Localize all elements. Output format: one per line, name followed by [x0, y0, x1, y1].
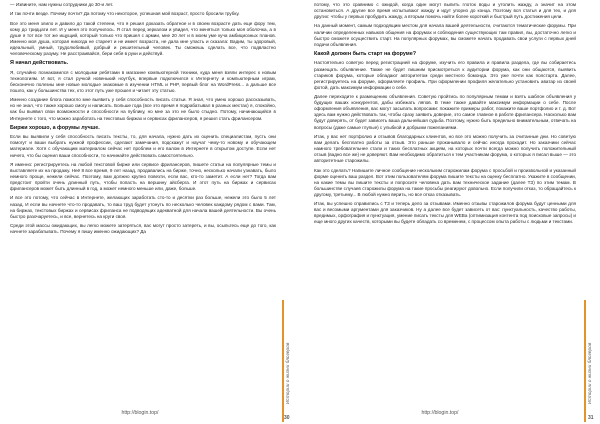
left-sidebar [282, 300, 296, 422]
paragraph: потому, что это сравнимо с ожидой, когда один могут выпить глоток воды и утолить жажду, а значит на этом остановиться. А другие все время испытывают жажду и идут упорно до конца. Поэтому вся статья и для тех, и для других: чтобы у первых пробудить жажду, а вторым помочь найти более короткий и быстрый путь достижения цели. [314, 2, 576, 20]
right-sidebar-title: Истории о жизни блогеров [588, 342, 593, 404]
paragraph: И так почти везде. Почему почти? Да потому что некоторое, успешная мой возраст, просто бросили трубку. [10, 11, 240, 17]
right-sidebar [584, 300, 598, 422]
paragraph: Я именно: регистрируетесь на любой текстовой бирже или сервисе фрилансеров, пишете статьи на популярные темы и выставляете их на продажу. Неё 8 все время, 9 лет назад, продавались на бирже, точно, несколько начали узнавать, было немного проще, нежели сейчас. Поэтому, вам должно крупно повезти, если вас, кто-то заметит. А если нет? Тогда вам предстоит пройти очень длинный путь, чтобы попасть на вершину айсберга. И этот путь на биржах и сервисах фрилансеров может быть длинный в год, а может немного меньше или, даже, больше. [10, 161, 276, 192]
paragraph: Итак, вы успешно справились с ТЗ и теперь дело за отзывами. Именно отзывы старожилов форума будут ценными для вас и весомыми аргументами для заказчиков. Ну а далее все будет зависеть от вас: пунктуальность, качество работы, вредимых, орфография и пунктуация, умение писать тексты для WEBа (оптимизация контента под поисковые запросы) и еще много других качеств, которыми вы будете обладать со временем, с процессом опыта работы с людьми и текстами. [314, 201, 576, 225]
paragraph: И все это потому, что сейчас в Интернете, желающих заработать сто-то и десятки раз больше, нежели это было 5 лет назад. И если вы начнете что-то продавать, то ваш труд будет утонуть по несколько человек каждому рядом с вами. Там, на биржах, текстовых биржах и сервисах фриланса не подводящих адекватной для начала вашей деятельности. Вы очень быстро разочаруетесь, и все, вернетесь на круги своя. [10, 195, 276, 219]
paragraph: Если вы выявили у себя способность писать тексты, то, для начала, нужно дать их оценить специалистам, пусть они помогут и ваши выбрать нужной профессии, сделают замечания, подскажут и научат чему-то новому и обучающем материале. Хотя с обучающим материалом сейчас нет проблем и его валом в Интернете в открытом доступе. Если нет ничего, что бы оценил ваши способности, то начинайте действовать самостоятельно. [10, 134, 276, 158]
right-footer-url[interactable]: http://blogin.top/ [421, 410, 459, 416]
paragraph: Далее переходите к размещению объявления. Советую пройтись по популярным темам и взять шаблон объявления у будущих ваших конкурентов, дабы избежать ляпов. В теме также давайте максимум информации о себе. После оформления объявления, вас могут засыпать вопросами: покажите примеры работ, покажите ваше портфолио и т. д. Вот здесь вам нужно действовать так, чтобы сразу заявить доверие, это самое главное в работе фрилансера. Насколько вам будут доверять, от будет зависеть ваша дальнейшая судьба. Поэтому, нужно быть предельно внимательным, отвечать на вопросы (даже самые глупые) с улыбкой и добрыми пожеланиями. [314, 94, 576, 130]
section-heading: Биржи хорошо, а форумы лучше. [10, 124, 100, 131]
section-heading: Какой должен быть старт на форуме? [314, 51, 417, 58]
paragraph: Именно создание блога помогло мне выявить у себя способность писать статьи. Я знал, что умею хорошо рассказывать, но не знал, что также хорошо смогу и написать. Больше года (все это время я подрабатывал в разных местах) я, спокойно, как бы выявил свои возможности и способности на публику, но мне за это не было стыдно. Потому, начинающийся в Интернете с того, что можно заработать на текстовых биржах и сервисах фрилансеров, я решил стать фрилансером. [10, 97, 276, 121]
paragraph: На данный момент, самым подходящим местом для начала вашей деятельности, считаются тематические форумы. При наличии определенных навыков общения на форумах и соблюдения существующих там правил, вы, достаточно легко и быстро сможете осуществить старт. На популярных форумах, вы сможете начать продавать свои услуги с первых дней подачи объявления. [314, 23, 576, 47]
paragraph: Настоятельно советую перед регистрацией на форуме, изучить его правила и правила раздела, где вы собираетесь размещать объявление. Также не будет лишним присмотреться к аудитории форума, как они общаются, выявить стариков форума, которые обладают авторитетом среди местного бомонда. Это уже почти как полстарта. Далее, регистрируетесь на форуме, оформляете профиль. При оформлении профиля желательно установить аватар из своей фотой, дать максимум информации о себе. [314, 60, 576, 90]
left-sidebar-title: Истории о жизни блогеров [286, 342, 291, 404]
right-page [300, 0, 600, 424]
section-heading: Я начал действовать. [10, 60, 69, 67]
paragraph: Все это меня злило и давило до такой степени, что я решил доказать обратное и в своем возрасте дать еще фору тем, кому до тридцати лет. И у меня это получилось. Я стал перед зеркалом и увидел, что меняться только моя оболочка, а в душе я тот все тот же ищущий, который только что пришел с армии, мне 20 лет и в моем уме куча амбициозных планов. Именно моя душа, которая никогда не стареет и не имеет возраста, не дала мне упасть и сказала: Вадим, ты здоровый, идеальный, умный, трудолюбивый, добрый и решительный человек. Ты сможешь сделать все, что подвластно человеческому разуму. Не расстраивайся, бери себя в руки и действуй. [10, 20, 276, 57]
paragraph: Итак, у вас нет портфолио и отзывов благодарных клиентов, но все это можно получить за считанные дни. Но советую вам делать бесплатно работы за отзыв. Это раньше проканывало и сейчас иногда проходит. Но заказчики сейчас намного требовательнее стали и таких бесплатных акциям, на которых почти всегда можно получить положительный отзыв (вадно все же) не доверяют. Вам необходимо обратиться к тем участникам форума, о которых я писал выше — это авторитетные старожилы. [314, 133, 576, 164]
left-page-number: 30 [284, 415, 290, 421]
paragraph: — Извините, нам нужны сотрудники до 30-и лет. [10, 2, 114, 7]
paragraph: Среди этой массы ожидающих, вы легко можете затеряться, вас могут просто затереть, и вы, осыпьтесь еще до того, как начнете зарабатывать. Почему я пишу именно ожидающих? Да [10, 223, 276, 235]
right-page-number: 31 [588, 415, 594, 421]
left-footer-url[interactable]: http://blogin.top/ [121, 410, 159, 416]
right-page-text-column [314, 2, 576, 229]
paragraph: Я, случайно познакомился с молодыми ребятами в магазине компьютерной техники, куда меня взяли интерес к новым технологиям. И вот, я стал ручкой новенький ноутбук, впервые подключился к Интернету и компьютерным играм, бесконечно полезны мне новые молодые знакомые в изучении HTML и PHP, первый блог на WordPress... а дальше все пошло, как у большинства тех, кто этот путь уже прошел и читает эту статью. [10, 69, 276, 93]
left-page-text-column [10, 2, 276, 238]
paragraph: Как это сделать? Напишите личное сообщение нескольким старожилам форума с просьбой и произвольной и указанный форме оценить ваш раздел. Вот этим пользователям форума пишите тексты на оценку бесплатно. Укажите в сообщении, на какие темы вы пишите тексты и попросите человека дать вам техническое задание (далее ТЗ) по этим темам. В большинстве случаев старожилы форума на такие просьбы реагируют довольно. Если получили отказ, то обращайтесь к другому, третьему... В любой нужно верить, но все отказ отказывать. [314, 167, 576, 197]
